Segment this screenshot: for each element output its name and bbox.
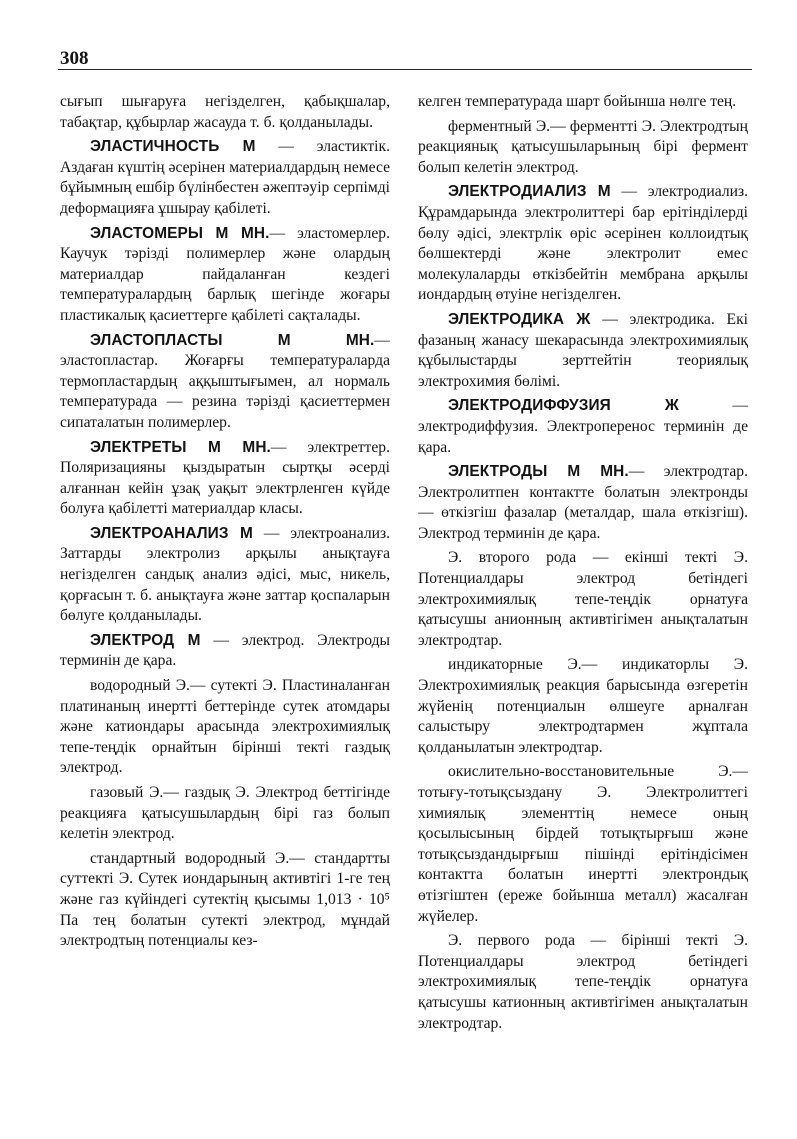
entry-headword: ЭЛЕКТРЕТЫ М МН. — [90, 438, 271, 456]
entry-text: — эластиктік. Аздаған күштің әсерінен материалдардың немесе бұйымның ешбір бүлінбестен әжептәуір серпімді деформацияға ұшырау қабілеті. — [60, 138, 390, 217]
subentry — [60, 849, 390, 952]
entry-headword: ЭЛЕКТРОДИАЛИЗ М — [448, 183, 611, 201]
entry-text: водородный Э.— сутекті Э. Пластиналанған платинаның инертті беттерінде сутек атомдары және катиондары арасында электрохимиялық тепе-теңдік орнайтын бірінші текті газдық электрод. — [60, 677, 390, 777]
entry — [418, 310, 748, 392]
entry-text: стандартный водородный Э.— стандартты суттекті Э. Сутек иондарының активтігі 1-ге тең және газ күйіндегі сутектің қысымы 1,013 · 10⁵ Па тең болатын сутекті электрод, мұндай электродтың потенциалы кез- — [60, 849, 390, 950]
entry-text: Э. первого рода — бірінші текті Э. Потенциалдары электрод бетіндегі электрохимиялық тепе-теңдік орнатуға қатысушы катионның активтігімен анықталатын электродтар. — [418, 932, 748, 1032]
entry-headword: ЭЛАСТОПЛАСТЫ М МН. — [90, 331, 375, 349]
entry-headword: ЭЛЕКТРОАНАЛИЗ М — [90, 524, 253, 542]
entry-text: — электреттер. Поляризацияны қыздыратын сыртқы әсерді алғаннан кейін ұзақ уақыт электрленген күйде болуға қабілетті материалдар класы. — [60, 438, 390, 518]
entry — [60, 137, 390, 219]
entry-text: сығып шығаруға негізделген, қабықшалар, табақтар, құбырлар жасауда т. б. қолданылады. — [60, 93, 390, 131]
entry-text: — электрод. Электроды терминін де қара. — [60, 631, 391, 670]
subentry — [60, 676, 390, 779]
entry-text: келген температурада шарт бойынша нөлге тең. — [418, 93, 737, 110]
right-column — [418, 92, 748, 1034]
entry — [60, 92, 390, 133]
entry-text: газовый Э.— газдық Э. Электрод беттігінде реакцияға қатысушылардың бірі газ болып келетін электрод. — [60, 784, 390, 843]
entry — [60, 524, 390, 627]
subentry — [418, 655, 748, 758]
entry-headword: ЭЛАСТИЧНОСТЬ М — [90, 138, 256, 156]
entry — [418, 182, 748, 306]
subentry — [60, 783, 390, 845]
subentry — [418, 762, 748, 927]
entry-text: — эластомерлер. Каучук тәрізді полимерлер және олардың материалдар пайдаланған кездегі температуралардың барлық шегінде жоғары пластикалық қасиеттерге қабілеті сақталады. — [60, 224, 391, 324]
entry — [418, 92, 748, 113]
entry-text: Э. второго рода — екінші текті Э. Потенциалдары электрод бетіндегі электрохимиялық тепе-теңдік орнатуға қатысушы анионның активтігімен анықталатын электродтар. — [418, 549, 748, 649]
entry-headword: ЭЛЕКТРОДИКА Ж — [448, 310, 591, 328]
entry-text: — электродиализ. Құрамдарында электролиттері бар ерітінділерді бөлу әдісі, электрлік өріс әсерінен коллоидтық бөлшектерді және электролит емес молекулаларды өткізбейтін мембрана арқылы иондардың өтуіне негізделген. — [418, 183, 748, 304]
entry-text: — эластопластар. Жоғарғы температураларда термопластардың аққыштығымен, ал нормаль температурада — резина тәрізді қасиеттермен сипаталатын полимерлер. — [60, 331, 390, 431]
header-rule — [58, 69, 752, 70]
entry-text: окислительно-восстановительные Э.— тотығу-тотықсыздану Э. Электролиттегі химиялық элементтің немесе оның қосылысының бірдей тотықтырғыш және тотықсыздандырғыш пішінді ерітіндісімен контактта болатын инертті электрондық өтізгіштен (ереже бойынша металл) жасалған жүйелер. — [418, 763, 748, 925]
entry — [60, 631, 390, 672]
entry-text: — электродтар. Электролитпен контактте болатын электронды — өткізгіш фазалар (металдар, шала өткізгіш). Электрод терминін де қара. — [418, 463, 748, 542]
entry-headword: ЭЛЕКТРОДЫ М МН. — [448, 463, 629, 481]
entry — [60, 331, 390, 434]
subentry — [418, 548, 748, 651]
entry — [418, 462, 748, 544]
entry-text: индикаторные Э.— индикаторлы Э. Электрохимиялық реакция барысында өзгеретін жүйенің потенциалын өлшеуге арналған салыстыру электродтармен жұптала қолданылатын электродтар. — [418, 656, 748, 756]
entry — [60, 224, 390, 327]
entry-headword: ЭЛЕКТРОДИФФУЗИЯ Ж — [448, 397, 679, 415]
entry-text: ферментный Э.— ферментті Э. Электродтың реакциянық қатысушыларының бірі фермент болып келетін электрод. — [418, 117, 748, 176]
entry — [418, 396, 748, 458]
entry-text: — электродика. Екі фазаның жанасу шекарасында электрохимиялық құбылыстарды зерттейтін теориялық электрохимия бөлімі. — [418, 310, 748, 390]
subentry — [418, 117, 748, 179]
page-number: 308 — [60, 48, 89, 69]
entry-headword: ЭЛАСТОМЕРЫ М МН. — [90, 224, 270, 242]
entry-headword: ЭЛЕКТРОД М — [90, 631, 201, 649]
entry-text: — электродиффузия. Электроперенос терминін де қара. — [418, 397, 748, 456]
entry — [60, 438, 390, 520]
subentry — [418, 931, 748, 1034]
left-column — [60, 92, 390, 952]
entry-text: — электроанализ. Заттарды электролиз арқылы анықтауға негізделген сандық анализ әдісі, мыс, никель, қорғасын т. б. анықтауға және заттар қоспаларын бөлуге қолданылады. — [60, 524, 391, 625]
